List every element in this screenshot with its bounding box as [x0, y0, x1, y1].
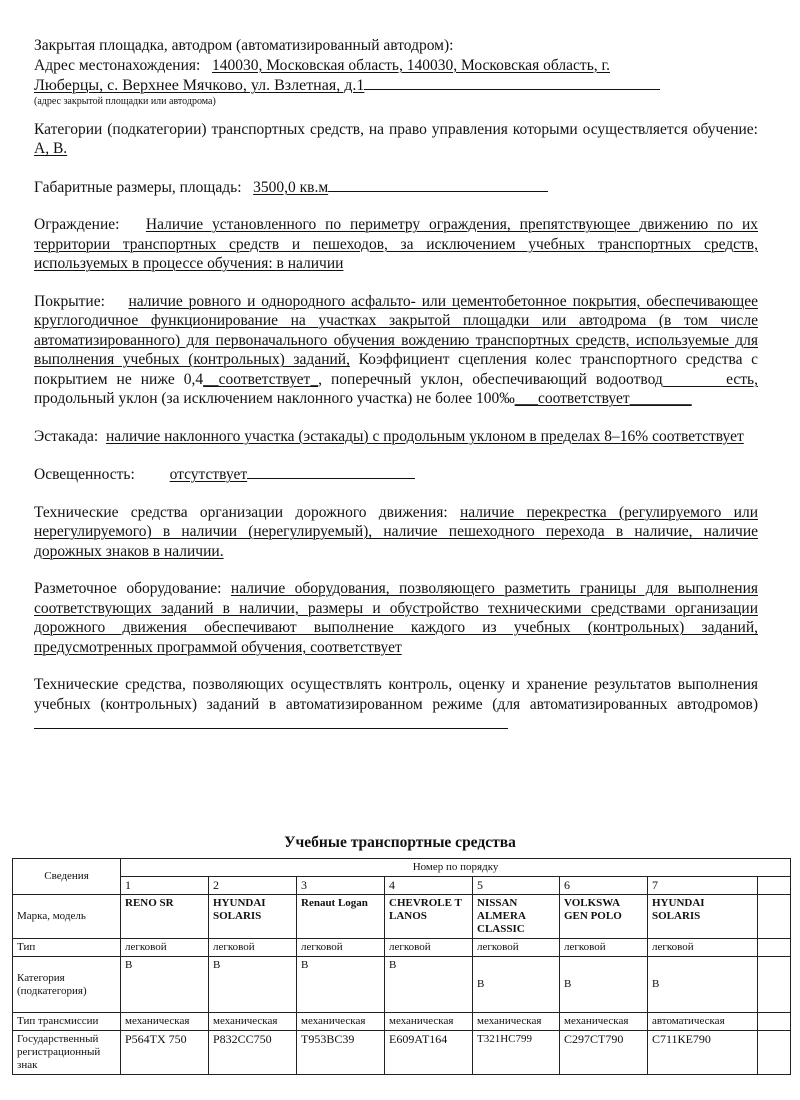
- blank-line: [364, 75, 660, 90]
- empty-cell: [758, 1031, 791, 1075]
- table-cell: В: [209, 957, 297, 1013]
- table-cell: легковой: [209, 939, 297, 957]
- table-row: [13, 957, 791, 1013]
- table-cell: NISSAN ALMERA CLASSIC: [473, 895, 560, 939]
- slope-text: поперечный уклон, обеспечивающий водоотвод: [331, 370, 663, 388]
- table-cell: HYUNDAI SOLARIS: [209, 895, 297, 939]
- fence-text: Наличие установленного по периметру ограждения, препятствующее движению по их территории транспортных средств и пешеходов, за исключением учебных транспортных средств, используемых в процессе обучения: в наличии: [34, 216, 758, 272]
- fence-paragraph: [34, 215, 758, 274]
- col-number: 2: [209, 877, 297, 895]
- lighting-label: Освещенность:: [34, 466, 135, 483]
- coating-text: наличие ровного и однородного асфальто- или цементобетонное покрытия, обеспечивающее круглогодичное функционирование на участках закрытой площадки или автодрома (в том числе автоматизированного) для первоначального обучения вождению транспортных средств, используемые для выполнения учебных (контрольных) заданий,: [34, 292, 758, 368]
- vehicles-table: [12, 858, 791, 1075]
- empty-cell: [758, 939, 791, 957]
- vehicles-title: Учебные транспортные средства: [284, 834, 516, 851]
- friction-value: __соответствует_: [203, 370, 319, 388]
- table-cell: механическая: [473, 1013, 560, 1031]
- table-cell: механическая: [209, 1013, 297, 1031]
- order-header: Номер по порядку: [121, 859, 791, 877]
- long-slope-value: ___соответствует________: [514, 390, 692, 407]
- table-cell: легковой: [648, 939, 758, 957]
- row-label: Категория (подкатегория): [13, 957, 121, 1013]
- overpass-text: наличие наклонного участка (эстакады) с продольным уклоном в пределах 8–16% соответствует: [105, 427, 744, 445]
- overpass-label: Эстакада:: [34, 427, 99, 445]
- row-label: Марка, модель: [13, 895, 121, 939]
- document-body: [34, 36, 758, 735]
- coating-label: Покрытие:: [34, 292, 105, 310]
- table-row: [13, 939, 791, 957]
- traffic-label: Технические средства организации дорожного движения:: [34, 503, 448, 521]
- address-line-2: [34, 75, 758, 96]
- empty-cell: [758, 877, 791, 895]
- table-cell: легковой: [473, 939, 560, 957]
- table-cell: VOLKSWA GEN POLO: [560, 895, 648, 939]
- overpass-paragraph: [34, 427, 758, 447]
- empty-cell: [758, 1013, 791, 1031]
- table-cell: Р832СС750: [209, 1031, 297, 1075]
- slope-value: есть,: [726, 370, 758, 388]
- site-title: Закрытая площадка, автодром (автоматизированный автодром):: [34, 37, 454, 54]
- table-cell: HYUNDAI SOLARIS: [648, 895, 758, 939]
- table-cell: В: [385, 957, 473, 1013]
- col-number: 1: [121, 877, 209, 895]
- table-cell: Т953ВС39: [297, 1031, 385, 1075]
- blank-line: [328, 177, 548, 192]
- table-row: [13, 877, 791, 895]
- col-number: 3: [297, 877, 385, 895]
- col-number: 6: [560, 877, 648, 895]
- dimensions-value: 3500,0 кв.м: [253, 178, 329, 196]
- lighting-paragraph: [34, 464, 758, 485]
- table-cell: С297СТ790: [560, 1031, 648, 1075]
- table-cell: В: [121, 957, 209, 1013]
- dimensions-label: Габаритные размеры, площадь:: [34, 178, 242, 196]
- categories-paragraph: [34, 120, 758, 159]
- table-cell: автоматическая: [648, 1013, 758, 1031]
- marking-text: наличие оборудования, позволяющего разметить границы для выполнения соответствующих заданий в наличии, размеры и обустройство техническими средствами организации дорожного движения обеспечивают выполнение каждого из учебных (контрольных) заданий, предусмотренных программой обучения, соответствует: [34, 580, 759, 656]
- table-cell: Е609АТ164: [385, 1031, 473, 1075]
- friction-text: Коэффициент сцепления колес транспортного средства с покрытием не ниже 0,4: [34, 351, 758, 388]
- marking-label: Разметочное оборудование:: [34, 580, 222, 597]
- row-label: Тип: [13, 939, 121, 957]
- table-cell: легковой: [560, 939, 648, 957]
- table-cell: механическая: [297, 1013, 385, 1031]
- fence-label: Ограждение:: [34, 216, 120, 233]
- table-row: [13, 1031, 791, 1075]
- table-cell: Renaut Logan: [297, 895, 385, 939]
- control-text: Технические средства, позволяющих осуществлять контроль, оценку и хранение результатов выполнения учебных (контрольных) заданий в автоматизированном режиме (для автоматизированных автодромов): [34, 676, 758, 713]
- table-cell: механическая: [121, 1013, 209, 1031]
- categories-value: А, В.: [34, 140, 68, 157]
- table-cell: легковой: [121, 939, 209, 957]
- address-note: (адрес закрытой площадки или автодрома): [34, 95, 216, 107]
- table-cell: RENO SR: [121, 895, 209, 939]
- table-row: [13, 1013, 791, 1031]
- col-number: 5: [473, 877, 560, 895]
- control-paragraph: [34, 675, 758, 735]
- address-value-2: Люберцы, с. Верхнее Мячково, ул. Взлетная, д.1: [34, 77, 365, 94]
- table-cell: легковой: [297, 939, 385, 957]
- col-number: 7: [648, 877, 758, 895]
- table-cell: В: [297, 957, 385, 1013]
- address-label: Адрес местонахождения:: [34, 56, 201, 74]
- long-slope-text: продольный уклон (за исключением наклонного участка) не более 100‰: [34, 390, 515, 407]
- dimensions-paragraph: [34, 177, 758, 198]
- table-header-row: [13, 859, 791, 877]
- col-number: 4: [385, 877, 473, 895]
- traffic-paragraph: [34, 503, 758, 562]
- address-line-1: [34, 56, 758, 76]
- marking-paragraph: [34, 579, 758, 657]
- table-cell: С711КЕ790: [648, 1031, 758, 1075]
- table-cell: Р564ТХ 750: [121, 1031, 209, 1075]
- blank-line: [34, 714, 508, 729]
- table-cell: легковой: [385, 939, 473, 957]
- row-label: Тип трансмиссии: [13, 1013, 121, 1031]
- row-label: Государственный регистрационный знак: [13, 1031, 121, 1075]
- info-header: Сведения: [13, 859, 121, 895]
- blank-line: [247, 464, 415, 479]
- table-cell: В: [648, 957, 758, 1013]
- table-cell: Т321НС799: [473, 1031, 560, 1075]
- traffic-text: наличие перекрестка (регулируемого или нерегулируемого) в наличии (нерегулируемый), наличие пешеходного перехода в наличие, наличие дорожных знаков в наличии.: [34, 503, 758, 560]
- lighting-value: отсутствует: [169, 466, 248, 483]
- table-cell: механическая: [385, 1013, 473, 1031]
- table-cell: В: [473, 957, 560, 1013]
- table-cell: CHEVROLE T LANOS: [385, 895, 473, 939]
- empty-cell: [758, 957, 791, 1013]
- empty-cell: [758, 895, 791, 939]
- table-cell: механическая: [560, 1013, 648, 1031]
- table-cell: В: [560, 957, 648, 1013]
- table-row: [13, 895, 791, 939]
- categories-text: Категории (подкатегории) транспортных средств, на право управления которыми осуществляется обучение:: [34, 120, 758, 138]
- coating-paragraph: Покрытие: наличие ровного и однородного асфальто- или цементобетонное покрытия, обеспечивающее круглогодичное функционирование на участках закрытой площадки или автодрома (в том числе автоматизированного) для первоначального обучения вождению транспортных средств, используемые для выполнения учебных (контрольных) заданий, Коэффициент сцепления колес транспортного средства с покрытием не ниже 0,4__соответствует_, поперечный уклон, обеспечивающий водоотвод есть, продольный уклон (за исключением наклонного участка) не более 100‰___соответствует________: [34, 292, 758, 407]
- address-value-1: 140030, Московская область, 140030, Московская область, г.: [211, 56, 610, 74]
